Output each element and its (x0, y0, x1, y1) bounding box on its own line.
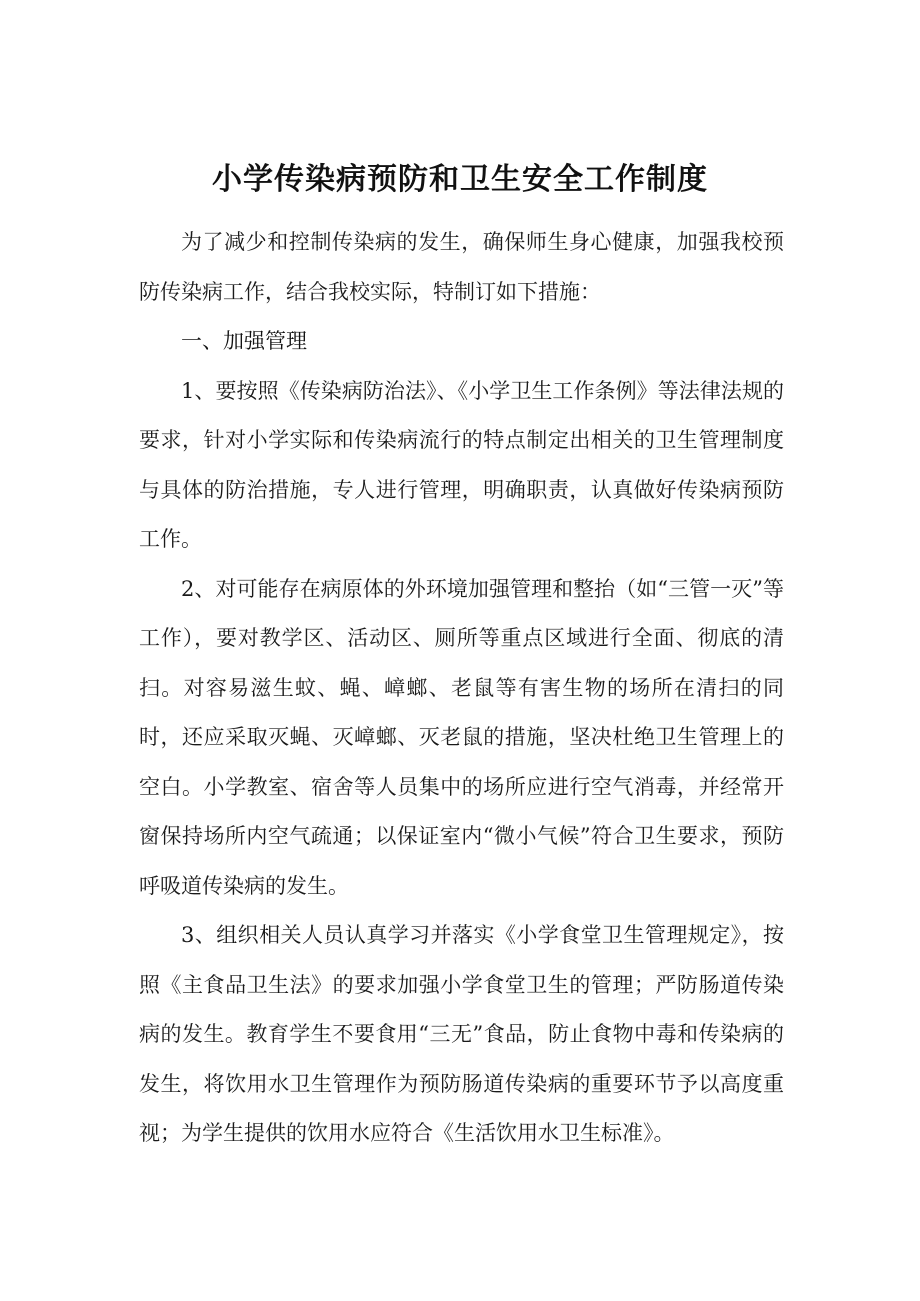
paragraph-3: 3、组织相关人员认真学习并落实《小学食堂卫生管理规定》，按照《主食品卫生法》的要求加强小学食堂卫生的管理；严防肠道传染病的发生。教育学生不要食用“三无”食品，防止食物中毒和传染病的发生，将饮用水卫生管理作为预防肠道传染病的重要环节予以高度重视；为学生提供的饮用水应符合《生活饮用水卫生标准》。 (139, 923, 784, 1145)
document-body (139, 218, 784, 1159)
paragraph-1: 1、要按照《传染病防治法》、《小学卫生工作条例》等法律法规的要求，针对小学实际和传染病流行的特点制定出相关的卫生管理制度与具体的防治措施，专人进行管理，明确职责，认真做好传染病预防工作。 (139, 378, 784, 551)
paragraph-2: 2、对可能存在病原体的外环境加强管理和整抬（如“三管一灭”等工作），要对教学区、活动区、厕所等重点区域进行全面、彻底的清扫。对容易滋生蚊、蝇、嶂螂、老鼠等有害生物的场所在清扫的同时，还应采取灭蝇、灭嶂螂、灭老鼠的措施，坚决杜绝卫生管理上的空白。小学教室、宿舍等人员集中的场所应进行空气消毒，并经常开窗保持场所内空气疏通；以保证室内“微小气候”符合卫生要求，预防呼吸道传染病的发生。 (139, 576, 784, 898)
section-heading: 一、加强管理 (181, 329, 307, 353)
intro-paragraph: 为了减少和控制传染病的发生，确保师生身心健康，加强我校预防传染病工作，结合我校实际，特制订如下措施： (139, 230, 784, 304)
document-title: 小学传染病预防和卫生安全工作制度 (212, 162, 708, 198)
